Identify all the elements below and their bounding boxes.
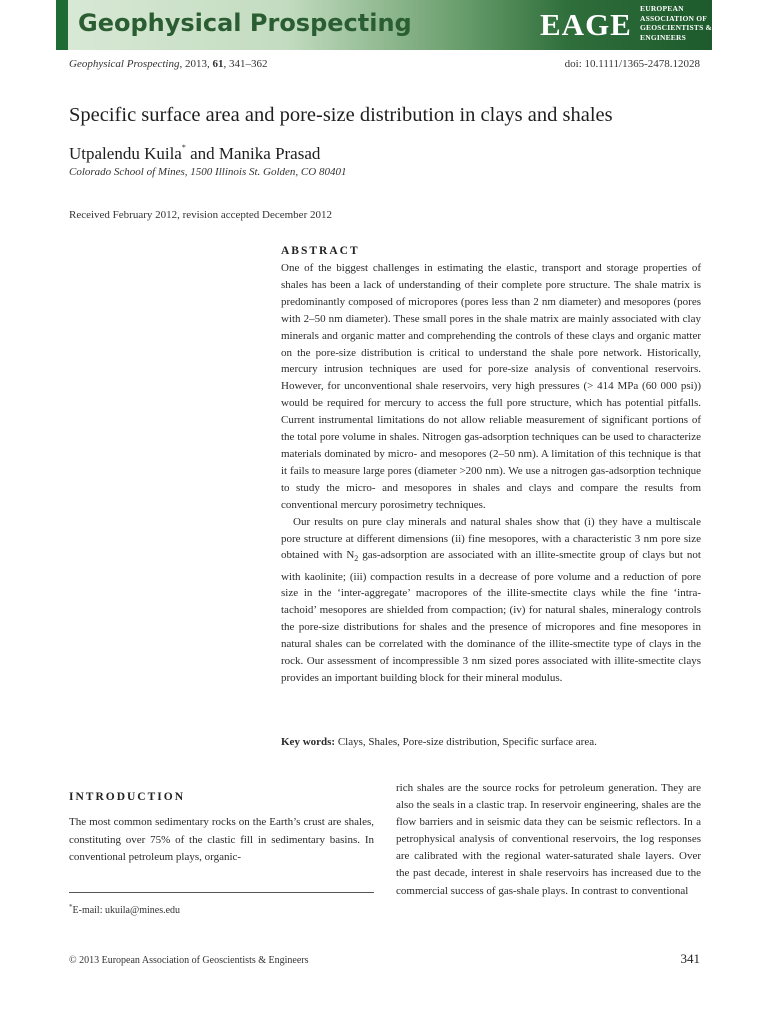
abstract [281, 245, 701, 687]
abstract-paragraph: One of the biggest challenges in estimating the elastic, transport and storage properties of shales has been a lack of understanding of their complete pore structure. The shale matrix is predominantly composed of micropores (pores less than 2 nm diameter) and mesopores (pores with 2–50 nm diameter). These small pores in the shale matrix are mainly associated with clay minerals and organic matter and comprehending the controls of these clays and organic matter on the pore-size distribution is critical to understand the shale pore network. Historically, mercury intrusion techniques are used for pore-size analysis of conventional reservoirs. However, for unconventional shale reservoirs, very high pressures (> 414 MPa (60 000 psi)) would be required for mercury to access the full pore structure, which has potential pitfalls. Current instrumental limitations do not allow reliable measurement of significant portions of the total pore volume in shales. Nitrogen gas-adsorption techniques can be used to characterize materials dominated by micro- and mesopores (2–50 nm). A limitation of this technique is that it fails to measure large pores (diameter >200 nm). We use a nitrogen gas-adsorption technique to study the micro- and mesopores in shales and clays and compare the results from conventional mercury porosimetry techniques. [281, 262, 701, 511]
author-name: and Manika Prasad [185, 144, 321, 163]
footnote [69, 903, 180, 916]
subscript: 2 [354, 554, 359, 564]
doi[interactable]: doi: 10.1111/1365-2478.12028 [564, 58, 700, 70]
received-dates: Received February 2012, revision accepted December 2012 [69, 209, 332, 221]
keywords [281, 736, 597, 748]
footnote-mark: * [69, 903, 73, 911]
abstract-text: gas-adsorption are associated with an illite-smectite group of clays but not with kaolinite; (iii) compaction results in a decrease of pore volume and a reduction of pore size in the ‘inter-aggregate’ macropores of the illite-smectite clays while the fine ‘intra-tachoid’ mesopores are shielded from compaction; (iv) for natural shales, mineralogy controls the pore-size distributions for shales and the presence of micropores and fine mesopores in natural shales can be correlated with the dominance of the illite-smectite type of clays in the rock. Our assessment of incompressible 3 nm sized pores associated with illite-smectite clays provides an important building block for their mineral modulus. [281, 549, 701, 684]
journal-banner [56, 0, 712, 50]
journal-name: Geophysical Prospecting [78, 9, 412, 37]
corresponding-author-mark: * [181, 143, 186, 152]
footnote-email[interactable]: E-mail: ukuila@mines.edu [72, 905, 181, 916]
publisher-full-name [640, 4, 712, 42]
introduction-heading: INTRODUCTION [69, 791, 186, 803]
keywords-label: Key words: [281, 736, 336, 748]
publisher-name-line: ASSOCIATION OF [640, 13, 708, 23]
abstract-heading: ABSTRACT [281, 245, 360, 257]
copyright: © 2013 European Association of Geoscientists & Engineers [69, 955, 309, 966]
abstract-paragraph [281, 514, 701, 687]
footnote-divider [69, 892, 374, 893]
citation-line [69, 58, 267, 70]
publisher-logo: EAGE [540, 7, 632, 42]
introduction-text-right: rich shales are the source rocks for petroleum generation. They are also the seals in a clastic trap. In reservoir engineering, shales are the flow barriers and in seismic data they can be seismic reflectors. In a petrophysical analysis of conventional reservoirs, the log responses are calibrated with the regional water-saturated shale layers. Over the past decade, interest in shale reservoirs has increased due to the commercial success of gas-shale plays. In contrast to conventional [396, 782, 701, 897]
page-number: 341 [680, 951, 700, 966]
keywords-values: Clays, Shales, Pore-size distribution, Specific surface area. [335, 736, 597, 748]
citation-pages: , 341–362 [223, 58, 268, 70]
authors [69, 143, 320, 164]
citation-year: , 2013, [179, 58, 213, 70]
affiliation: Colorado School of Mines, 1500 Illinois St. Golden, CO 80401 [69, 166, 347, 178]
banner-stripe [56, 0, 68, 50]
introduction-text-left: The most common sedimentary rocks on the Earth’s crust are shales, constituting over 75% of the clastic fill in sedimentary basins. In conventional petroleum plays, organic- [69, 816, 374, 864]
publisher-name-line: EUROPEAN [640, 4, 684, 13]
citation-journal: Geophysical Prospecting [69, 58, 180, 70]
abstract-text: Our results on pure clay minerals and natural shales show that (i) they have a multiscale pore structure at different dimensions (ii) fine mesopores, with a characteristic 3 nm pore size obtained with N [281, 515, 701, 562]
publisher-name-line: ENGINEERS [640, 32, 686, 42]
paper-title: Specific surface area and pore-size distribution in clays and shales [69, 104, 613, 126]
citation-volume: 61 [212, 58, 224, 70]
publisher-name-line: GEOSCIENTISTS & [640, 23, 712, 32]
author-name: Utpalendu Kuila [69, 144, 182, 163]
